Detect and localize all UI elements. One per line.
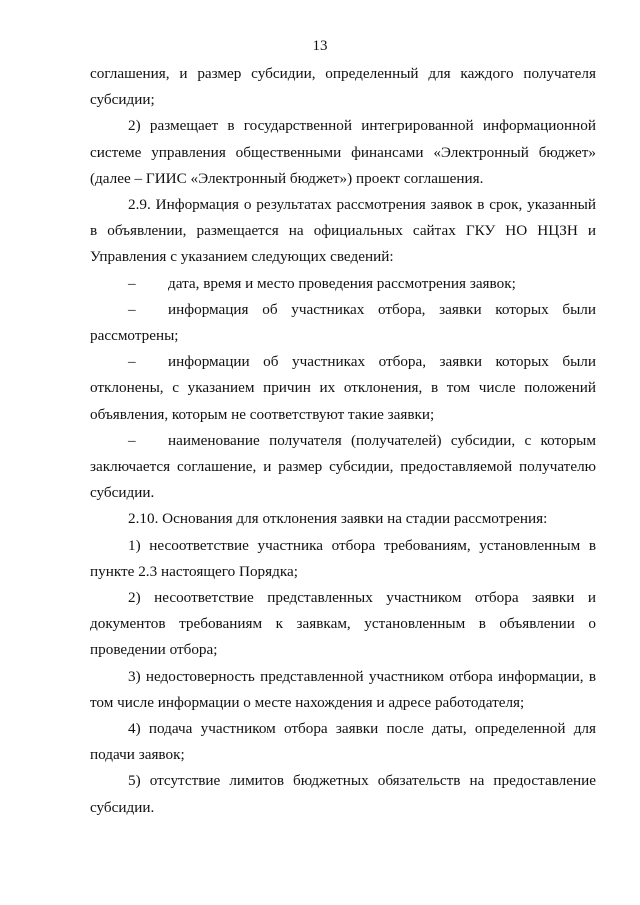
paragraph-reason-2: 2) несоответствие представленных участником отбора заявки и документов требованиям к заявкам, установленным в объявлении о проведении отбора; — [90, 589, 596, 659]
paragraph-section-2-9: 2.9. Информация о результатах рассмотрения заявок в срок, указанный в объявлении, размещается на официальных сайтах ГКУ НО НЦЗН и Управления с указанием следующих сведений: — [90, 196, 596, 266]
paragraph-reason-5: 5) отсутствие лимитов бюджетных обязательств на предоставление субсидии. — [90, 772, 596, 816]
bullet-item — [90, 349, 596, 428]
dash-marker: – — [128, 300, 136, 318]
bullet-text: информации об участниках отбора, заявки которых были отклонены, с указанием причин их отклонения, в том числе положений объявления, которым не соответствуют такие заявки; — [90, 353, 596, 423]
bullet-item — [90, 428, 596, 507]
paragraph-reason-3: 3) недостоверность представленной участником отбора информации, в том числе информации о месте нахождения и адресе работодателя; — [90, 667, 596, 711]
bullet-text: наименование получателя (получателей) субсидии, с которым заключается соглашение, и размер субсидии, предоставляемой получателю субсидии. — [90, 431, 596, 502]
dash-marker: – — [128, 274, 136, 292]
paragraph-continuation: соглашения, и размер субсидии, определенный для каждого получателя субсидии; — [90, 65, 596, 109]
paragraph-reason-4: 4) подача участником отбора заявки после даты, определенной для подачи заявок; — [90, 720, 596, 764]
bullet-item — [90, 271, 596, 297]
bullet-text: дата, время и место проведения рассмотрения заявок; — [168, 274, 516, 292]
paragraph-section-2-10: 2.10. Основания для отклонения заявки на стадии рассмотрения: — [128, 510, 548, 528]
bullet-text: информация об участниках отбора, заявки которых были рассмотрены; — [90, 300, 596, 345]
bullet-item — [90, 297, 596, 349]
dash-marker: – — [128, 353, 136, 371]
paragraph-item-2: 2) размещает в государственной интегрированной информационной системе управления общественными финансами «Электронный бюджет» (далее – ГИИС «Электронный бюджет») проект соглашения. — [90, 117, 596, 187]
document-body — [90, 61, 596, 821]
page-number: 13 — [312, 38, 328, 54]
paragraph-reason-1: 1) несоответствие участника отбора требованиям, установленным в пункте 2.3 настоящего Порядка; — [90, 536, 596, 580]
dash-marker: – — [128, 431, 136, 449]
